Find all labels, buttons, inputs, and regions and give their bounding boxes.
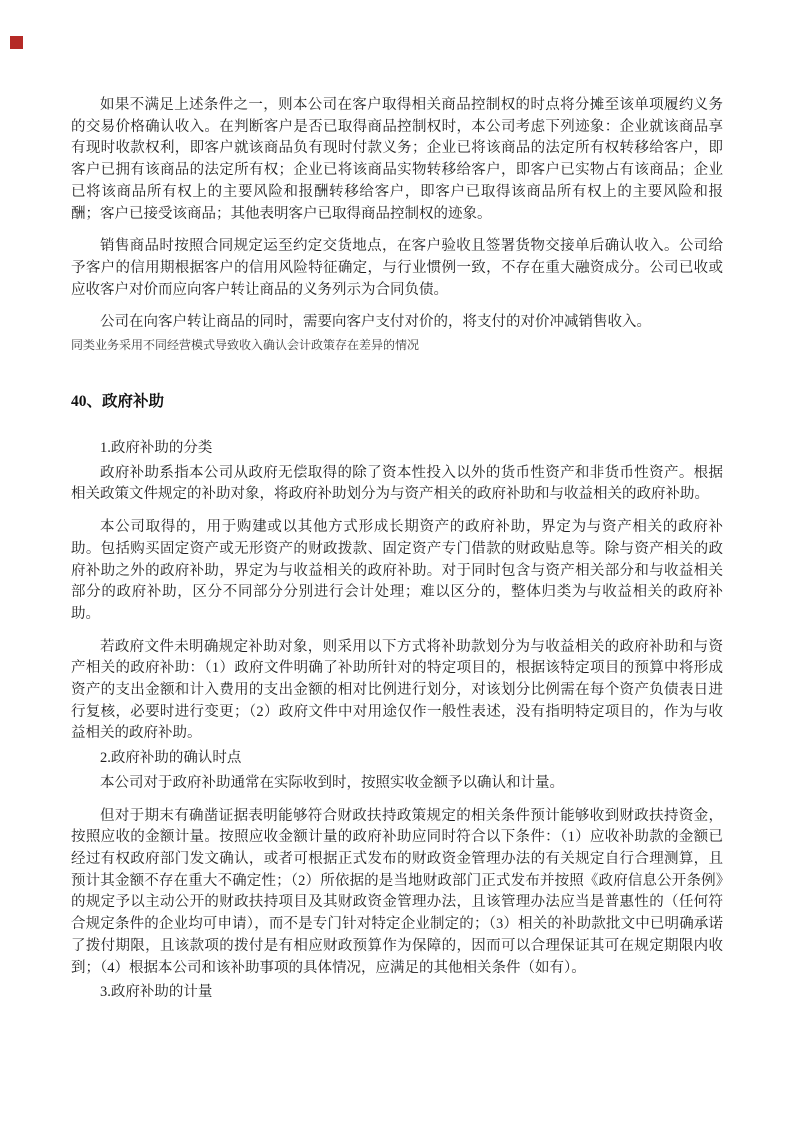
subsection-title-recognition-timing: 2.政府补助的确认时点 — [100, 750, 242, 767]
subsection-title-measurement: 3.政府补助的计量 — [100, 984, 213, 1001]
paragraph-subsidy-definition: 政府补助系指本公司从政府无偿取得的除了资本性投入以外的货币性资产和非货币性资产。根据相关政策文件规定的补助对象，将政府补助划分为与资产相关的政府补助和与收益相关的政府补助。 — [71, 464, 723, 503]
section-heading-government-subsidy: 40、政府补助 — [71, 393, 165, 411]
paragraph-consideration-offset: 公司在向客户转让商品的同时，需要向客户支付对价的，将支付的对价冲减销售收入。 — [100, 314, 651, 331]
paragraph-recognition-on-receipt: 本公司对于政府补助通常在实际收到时，按照实收金额予以确认和计量。 — [100, 774, 564, 791]
note-line-policy-difference: 同类业务采用不同经营模式导致收入确认会计政策存在差异的情况 — [71, 338, 420, 353]
paragraph-goods-delivery-recognition: 销售商品时按照合同规定运至约定交货地点，在客户验收且签署货物交接单后确认收入。公司给予客户的信用期根据客户的信用风险特征确定，与行业惯例一致，不存在重大融资成分。公司已收或应收客户对价而应向客户转让商品的义务列示为合同负债。 — [71, 238, 723, 298]
paragraph-subsidy-division-methods: 若政府文件未明确规定补助对象，则采用以下方式将补助款划分为与收益相关的政府补助和与资产相关的政府补助：（1）政府文件明确了补助所针对的特定项目的，根据该特定项目的预算中将形成资产的支出金额和计入费用的支出金额的相对比例进行划分，对该划分比例需在每个资产负债表日进行复核，必要时进行变更；（2）政府文件中对用途仅作一般性表述，没有指明特定项目的，作为与收益相关的政府补助。 — [71, 638, 723, 742]
paragraph-receivable-amount-conditions: 但对于期末有确凿证据表明能够符合财政扶持政策规定的相关条件预计能够收到财政扶持资金，按照应收的金额计量。按照应收金额计量的政府补助应同时符合以下条件：（1）应收补助款的金额已经过有权政府部门发文确认，或者可根据正式发布的财政资金管理办法的有关规定自行合理测算，且预计其金额不存在重大不确定性；（2）所依据的是当地财政部门正式发布并按照《政府信息公开条例》的规定予以主动公开的财政扶持项目及其财政资金管理办法，且该管理办法应当是普惠性的（任何符合规定条件的企业均可申请），而不是专门针对特定企业制定的；（3）相关的补助款批文中已明确承诺了拨付期限，且该款项的拨付是有相应财政预算作为保障的，因而可以合理保证其可在规定期限内收到；（4）根据本公司和该补助事项的具体情况，应满足的其他相关条件（如有）。 — [71, 807, 723, 976]
subsection-title-classification: 1.政府补助的分类 — [100, 440, 213, 457]
paragraph-revenue-control-indicators: 如果不满足上述条件之一，则本公司在客户取得相关商品控制权的时点将分摊至该单项履约义务的交易价格确认收入。在判断客户是否已取得商品控制权时，本公司考虑下列迹象：企业就该商品享有现时收款权利，即客户就该商品负有现时付款义务；企业已将该商品的法定所有权转移给客户，即客户已拥有该商品的法定所有权；企业已将该商品实物转移给客户，即客户已实物占有该商品；企业已将该商品所有权上的主要风险和报酬转移给客户，即客户已取得该商品所有权上的主要风险和报酬；客户已接受该商品；其他表明客户已取得商品控制权的迹象。 — [71, 97, 723, 222]
red-square-marker — [10, 36, 23, 49]
paragraph-asset-related-subsidy: 本公司取得的，用于购建或以其他方式形成长期资产的政府补助，界定为与资产相关的政府补助。包括购买固定资产或无形资产的财政拨款、固定资产专门借款的财政贴息等。除与资产相关的政府补助之外的政府补助，界定为与收益相关的政府补助。对于同时包含与资产相关部分和与收益相关部分的政府补助，区分不同部分分别进行会计处理；难以区分的，整体归类为与收益相关的政府补助。 — [71, 519, 723, 622]
document-body — [71, 95, 723, 1007]
